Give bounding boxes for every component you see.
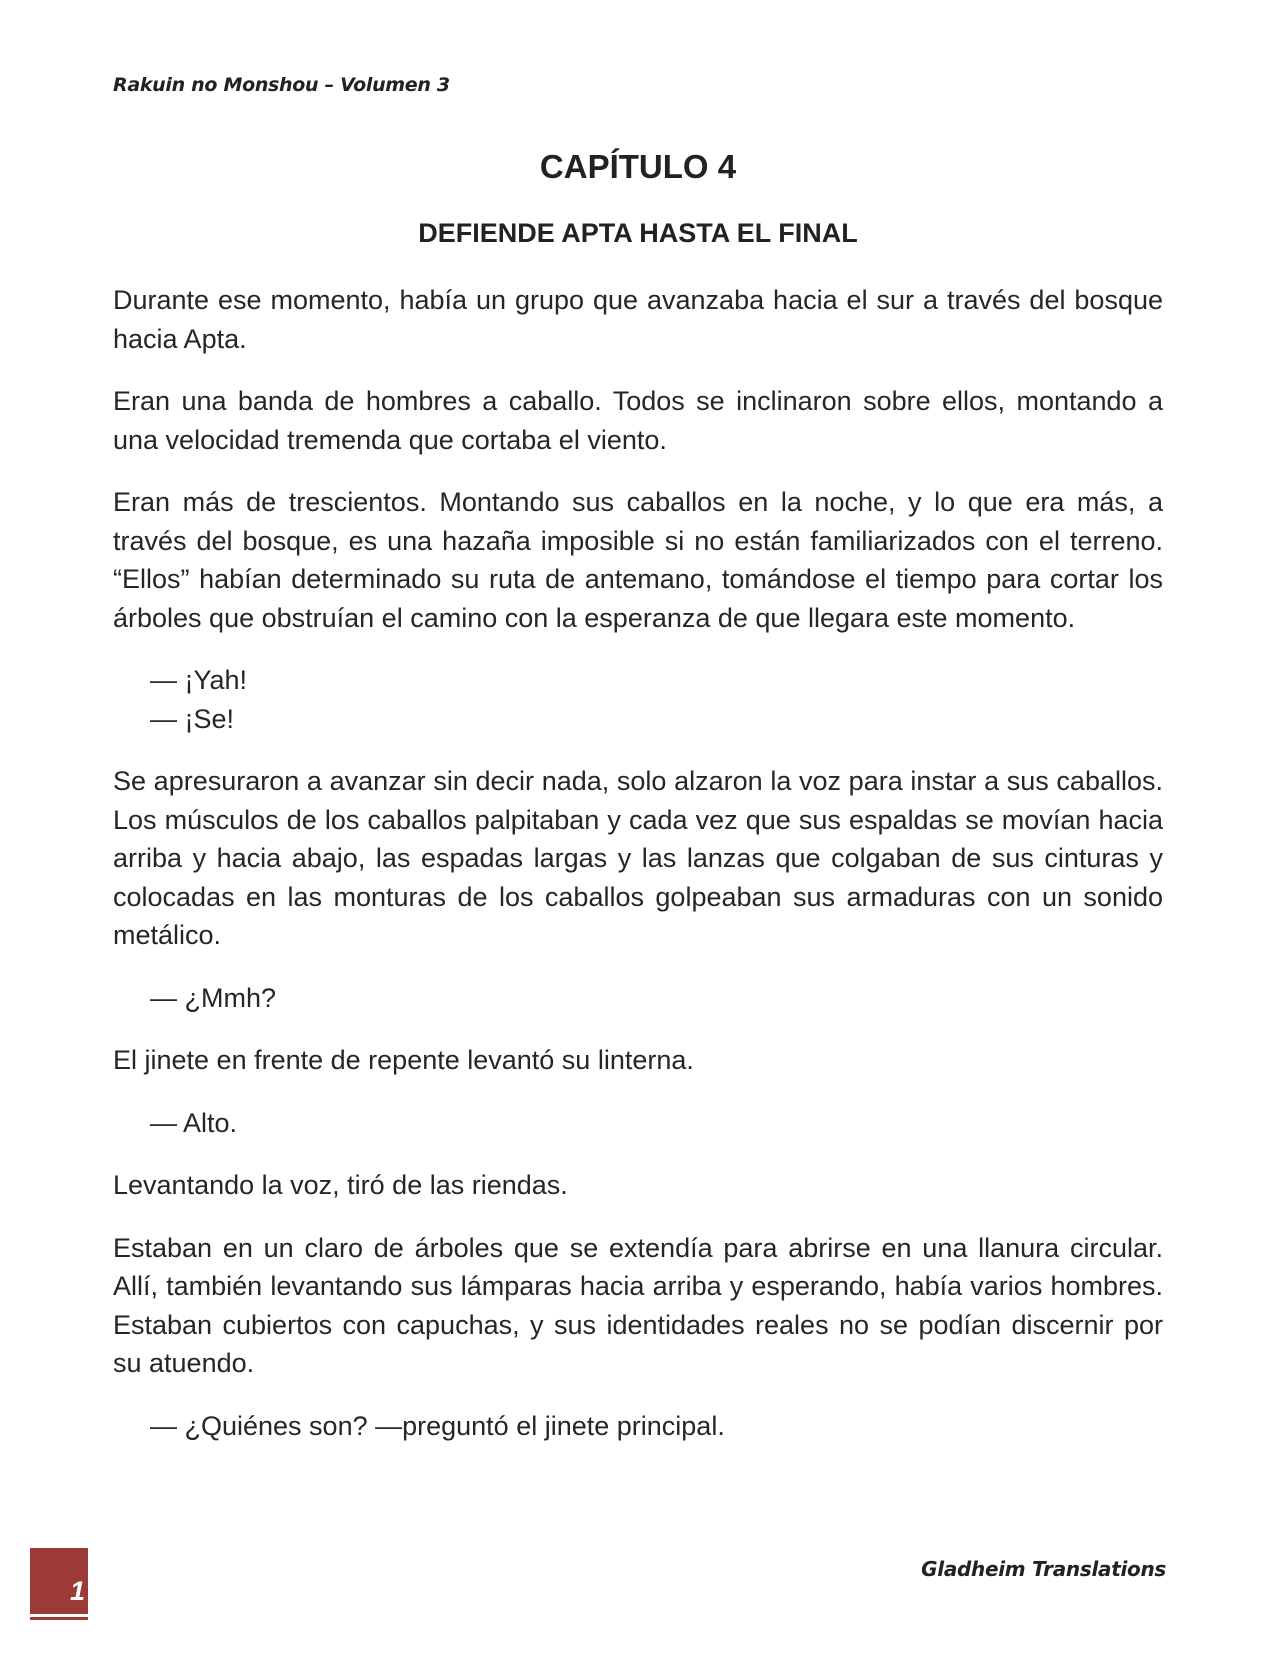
paragraph: Estaban en un claro de árboles que se extendía para abrirse en una llanura circular. Allí, también levantando sus lámparas hacia arriba y esperando, había varios hombres. Estaban cubiertos con capuchas, y sus identidades reales no se podían discernir por su atuendo. <box>113 1232 1163 1378</box>
dialogue-line: — ¿Mmh? <box>150 982 277 1013</box>
paragraph: Se apresuraron a avanzar sin decir nada, solo alzaron la voz para instar a sus caballos. Los músculos de los caballos palpitaban y cada vez que sus espaldas se movían hacia arriba y hacia abajo, las espadas largas y las lanzas que colgaban de sus cinturas y colocadas en las monturas de los caballos golpeaban sus armaduras con un sonido metálico. <box>113 766 1163 950</box>
page-number-underline <box>30 1617 88 1620</box>
dialogue-line: — ¿Quiénes son? —preguntó el jinete principal. <box>150 1410 725 1441</box>
chapter-subtitle: DEFIENDE APTA HASTA EL FINAL <box>418 218 858 248</box>
dialogue-group <box>113 661 1163 738</box>
dialogue-line: — ¡Yah! <box>150 665 248 695</box>
dialogue-line: — ¡Se! <box>150 703 235 734</box>
running-header: Rakuin no Monshou – Volumen 3 <box>113 74 450 96</box>
chapter-title: CAPÍTULO 4 <box>539 148 737 185</box>
paragraph: Eran una banda de hombres a caballo. Todos se inclinaron sobre ellos, montando a una velocidad tremenda que cortaba el viento. <box>113 386 1163 455</box>
paragraph: Levantando la voz, tiró de las riendas. <box>113 1170 568 1200</box>
dialogue-line: — Alto. <box>150 1107 238 1138</box>
paragraph: El jinete en frente de repente levantó su linterna. <box>113 1045 694 1075</box>
paragraph: Durante ese momento, había un grupo que avanzaba hacia el sur a través del bosque hacia Apta. <box>113 285 1163 354</box>
footer-credit: Gladheim Translations <box>921 1557 1166 1581</box>
paragraph: Eran más de trescientos. Montando sus caballos en la noche, y lo que era más, a través del bosque, es una hazaña imposible si no están familiarizados con el terreno. “Ellos” habían determinado su ruta de antemano, tomándose el tiempo para cortar los árboles que obstruían el camino con la esperanza de que llegara este momento. <box>113 487 1163 633</box>
page-number: 1 <box>70 1576 86 1606</box>
body-text <box>113 281 1163 1469</box>
